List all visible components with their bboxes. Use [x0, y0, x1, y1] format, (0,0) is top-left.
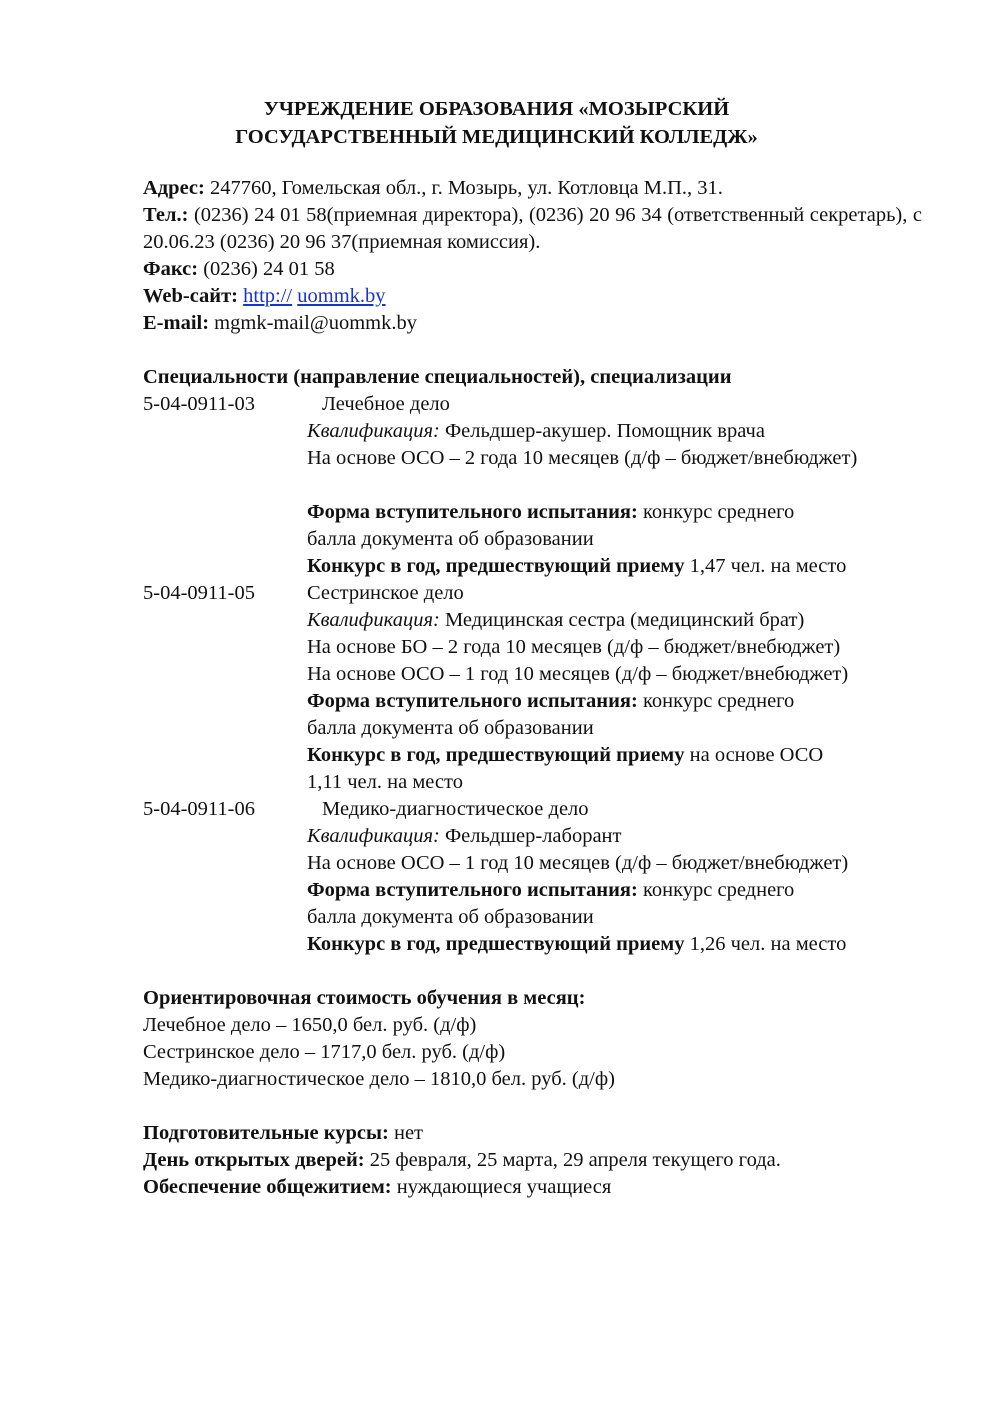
- exam-form-continued: балла документа об образовании: [307, 717, 594, 739]
- contest-line: [307, 742, 823, 769]
- prep-courses-label: Подготовительные курсы:: [143, 1122, 389, 1144]
- cost-line: Медико-диагностическое дело – 1810,0 бел. руб. (д/ф): [143, 1068, 615, 1090]
- specialty-code: 5-04-0911-05: [143, 582, 255, 604]
- institution-title: [0, 95, 993, 151]
- study-basis: На основе БО – 2 года 10 месяцев (д/ф – бюджет/внебюджет): [307, 636, 841, 658]
- address-value: 247760, Гомельская обл., г. Мозырь, ул. Котловца М.П., 31.: [204, 177, 723, 199]
- phone-value: (0236) 24 01 58(приемная директора), (0236) 20 96 34 (ответственный секретарь), с 20.06.23 (0236) 20 96 37(приемная комиссия).: [143, 204, 922, 253]
- email-line: [143, 310, 417, 337]
- exam-form-line: [307, 688, 794, 715]
- qualification-value: Фельдшер-лаборант: [439, 825, 622, 847]
- address-line: [143, 175, 723, 202]
- open-day-value: 25 февраля, 25 марта, 29 апреля текущего года.: [364, 1149, 781, 1171]
- dormitory-label: Обеспечение общежитием:: [143, 1176, 392, 1198]
- qualification-label: Квалификация:: [307, 420, 440, 442]
- website-line: [143, 283, 386, 310]
- contest-line: [307, 931, 846, 958]
- qualification-value: Медицинская сестра (медицинский брат): [439, 609, 805, 631]
- specialties-heading: Специальности (направление специальностей), специализации: [143, 366, 732, 388]
- specialty-name: Сестринское дело: [307, 582, 464, 604]
- website-link-protocol[interactable]: http://: [243, 285, 293, 307]
- dormitory-value: нуждающиеся учащиеся: [391, 1176, 612, 1198]
- contest-label: Конкурс в год, предшествующий приему: [307, 555, 685, 577]
- cost-heading: Ориентировочная стоимость обучения в месяц:: [143, 987, 586, 1009]
- exam-form-continued: балла документа об образовании: [307, 528, 594, 550]
- exam-form-line: [307, 877, 794, 904]
- specialty-code: 5-04-0911-03: [143, 393, 255, 415]
- specialty-code: 5-04-0911-06: [143, 798, 255, 820]
- website-label: Web-сайт:: [143, 285, 239, 307]
- contest-value: 1,47 чел. на место: [684, 555, 847, 577]
- title-line-2: ГОСУДАРСТВЕННЫЙ МЕДИЦИНСКИЙ КОЛЛЕДЖ»: [235, 126, 758, 148]
- exam-form-label: Форма вступительного испытания:: [307, 690, 638, 712]
- study-basis: На основе ОСО – 1 год 10 месяцев (д/ф – бюджет/внебюджет): [307, 663, 849, 685]
- website-link-domain[interactable]: uommk.by: [297, 285, 386, 307]
- study-basis: На основе ОСО – 2 года 10 месяцев (д/ф – бюджет/внебюджет): [307, 447, 858, 469]
- exam-form-value: конкурс среднего: [637, 501, 795, 523]
- qualification-label: Квалификация:: [307, 609, 440, 631]
- qualification-label: Квалификация:: [307, 825, 440, 847]
- qualification-line: [307, 823, 622, 850]
- contest-value-continued: 1,11 чел. на место: [307, 771, 463, 793]
- exam-form-label: Форма вступительного испытания:: [307, 879, 638, 901]
- fax-line: [143, 256, 335, 283]
- contest-value: 1,26 чел. на место: [684, 933, 847, 955]
- prep-courses-line: [143, 1120, 423, 1147]
- cost-line: Лечебное дело – 1650,0 бел. руб. (д/ф): [143, 1014, 477, 1036]
- qualification-line: [307, 418, 765, 445]
- qualification-line: [307, 607, 804, 634]
- contest-line: [307, 553, 846, 580]
- exam-form-line: [307, 499, 794, 526]
- open-day-label: День открытых дверей:: [143, 1149, 365, 1171]
- address-label: Адрес:: [143, 177, 205, 199]
- qualification-value: Фельдшер-акушер. Помощник врача: [439, 420, 765, 442]
- exam-form-label: Форма вступительного испытания:: [307, 501, 638, 523]
- exam-form-value: конкурс среднего: [637, 690, 795, 712]
- cost-line: Сестринское дело – 1717,0 бел. руб. (д/ф): [143, 1041, 506, 1063]
- contest-label: Конкурс в год, предшествующий приему: [307, 933, 685, 955]
- fax-value: (0236) 24 01 58: [198, 258, 335, 280]
- title-line-1: УЧРЕЖДЕНИЕ ОБРАЗОВАНИЯ «МОЗЫРСКИЙ: [263, 98, 730, 120]
- dormitory-line: [143, 1174, 611, 1201]
- phone-label: Тел.:: [143, 204, 189, 226]
- specialty-name: Медико-диагностическое дело: [322, 798, 589, 820]
- email-value: mgmk-mail@uommk.by: [209, 312, 417, 334]
- phone-line: [143, 202, 922, 256]
- study-basis: На основе ОСО – 1 год 10 месяцев (д/ф – бюджет/внебюджет): [307, 852, 849, 874]
- email-label: E-mail:: [143, 312, 210, 334]
- fax-label: Факс:: [143, 258, 199, 280]
- open-day-line: [143, 1147, 781, 1174]
- contest-label: Конкурс в год, предшествующий приему: [307, 744, 685, 766]
- contest-value: на основе ОСО: [684, 744, 824, 766]
- prep-courses-value: нет: [388, 1122, 423, 1144]
- exam-form-value: конкурс среднего: [637, 879, 795, 901]
- exam-form-continued: балла документа об образовании: [307, 906, 594, 928]
- specialty-name: Лечебное дело: [322, 393, 450, 415]
